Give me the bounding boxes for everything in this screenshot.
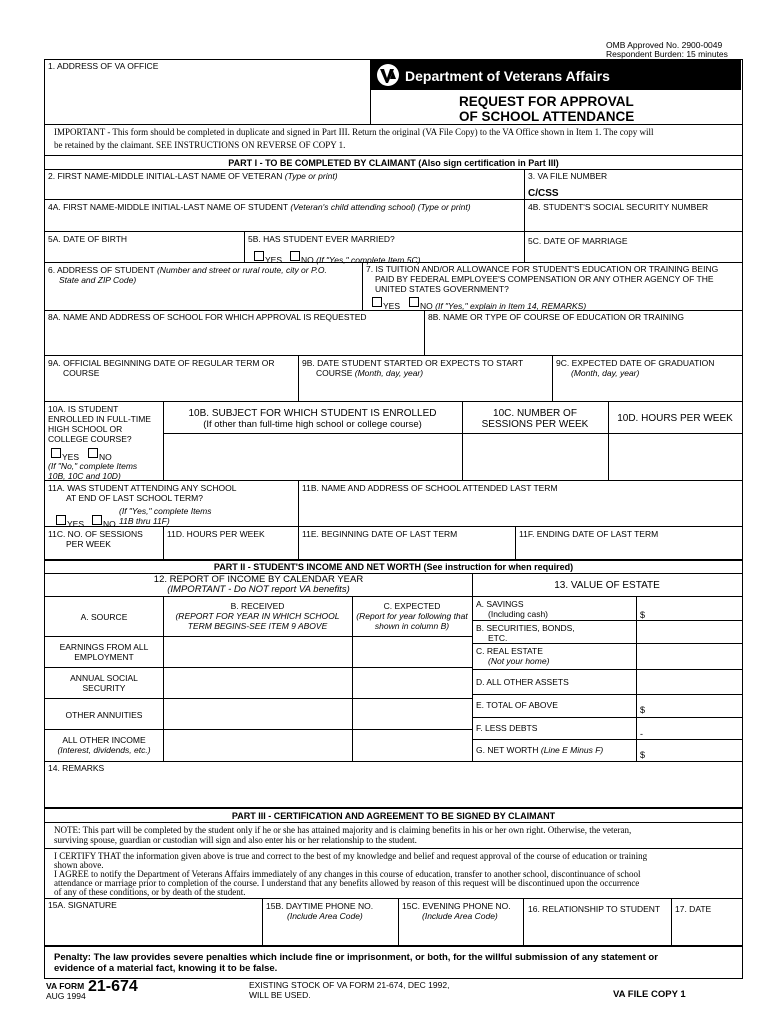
divider xyxy=(552,355,553,401)
divider xyxy=(45,480,742,481)
estate-savings-line2: (Including cash) xyxy=(488,609,549,619)
field-15c-label-line2: (Include Area Code) xyxy=(422,911,498,921)
col-expected-header-line3: shown in column B) xyxy=(374,621,450,631)
col-source-header: A. SOURCE xyxy=(80,612,128,622)
fulltime-yes-checkbox[interactable] xyxy=(51,448,61,458)
income-row-other-line2: (Interest, dividends, etc.) xyxy=(57,745,151,755)
field-3-label: 3. VA FILE NUMBER xyxy=(528,171,608,181)
total-input[interactable] xyxy=(648,695,740,716)
certification-line1: I CERTIFY THAT the information given above is true and correct to the best of my knowledge and belief and request approval of the course of education or training xyxy=(54,851,648,861)
divider xyxy=(45,262,742,263)
field-10a-label-line4: COLLEGE COURSE? xyxy=(48,434,132,444)
estate-savings-dollar: $ xyxy=(640,610,646,620)
estate-total-dollar: $ xyxy=(640,705,646,715)
veteran-name-input[interactable] xyxy=(46,181,522,199)
divider xyxy=(244,231,245,262)
field-10b-label-line1: 10B. SUBJECT FOR WHICH STUDENT IS ENROLLED xyxy=(188,408,437,419)
form-title-line1: REQUEST FOR APPROVAL xyxy=(459,94,634,109)
footer-copy-label: VA FILE COPY 1 xyxy=(613,989,686,1000)
footer-form-number: 21-674 xyxy=(88,978,138,995)
field-7-label-line3: UNITED STATES GOVERNMENT? xyxy=(375,284,509,294)
field-12-label: 12. REPORT OF INCOME BY CALENDAR YEAR xyxy=(153,574,364,585)
debts-input[interactable] xyxy=(648,718,740,738)
securities-input[interactable] xyxy=(638,621,740,642)
estate-other-assets: D. ALL OTHER ASSETS xyxy=(476,677,569,687)
field-16-label: 16. RELATIONSHIP TO STUDENT xyxy=(528,904,661,914)
divider xyxy=(45,169,742,170)
estate-real-estate-line1: C. REAL ESTATE xyxy=(476,646,543,656)
field-10b-label-line2: (If other than full-time high school or college course) xyxy=(203,419,422,430)
field-7-label-line1: 7. IS TUITION AND/OR ALLOWANCE FOR STUDENT'S EDUCATION OR TRAINING BEING xyxy=(366,264,719,274)
divider xyxy=(262,898,263,945)
estate-real-estate-line2: (Not your home) xyxy=(488,656,550,666)
field-9c-label-line2: (Month, day, year) xyxy=(571,368,640,378)
fulltime-no-checkbox[interactable] xyxy=(88,448,98,458)
field-13-label: 13. VALUE OF ESTATE xyxy=(554,580,660,591)
last-term-yes-checkbox[interactable] xyxy=(56,515,66,525)
tuition-no-checkbox[interactable] xyxy=(409,297,419,307)
col-expected-header-line2: (Report for year following that xyxy=(356,611,468,621)
field-10a-label-line3: HIGH SCHOOL OR xyxy=(48,424,123,434)
field-8b-label: 8B. NAME OR TYPE OF COURSE OF EDUCATION OR TRAINING xyxy=(428,312,684,322)
field-4a-label: 4A. FIRST NAME-MIDDLE INITIAL-LAST NAME OF STUDENT (Veteran's child attending school) (Type or print) xyxy=(48,202,471,212)
daytime-phone-input[interactable] xyxy=(264,922,396,944)
income-row-earnings-line1: EARNINGS FROM ALL xyxy=(59,642,149,652)
married-yes-label: YES xyxy=(265,255,283,265)
income-row-annuities: OTHER ANNUITIES xyxy=(65,710,143,720)
divider xyxy=(45,526,742,527)
divider xyxy=(298,526,299,559)
va-office-address-input[interactable] xyxy=(46,72,368,122)
income-row-social-security-line2: SECURITY xyxy=(82,683,126,693)
va-seal-icon xyxy=(375,63,401,87)
divider xyxy=(45,310,742,311)
annuities-received-input[interactable] xyxy=(164,699,351,728)
important-notice-line1: IMPORTANT - This form should be completed in duplicate and signed in Part III. Return the original (VA File Copy) to the VA Office shown in Item 1. The copy will xyxy=(54,127,654,137)
annuities-expected-input[interactable] xyxy=(353,699,471,728)
divider xyxy=(45,199,742,200)
social-security-expected-input[interactable] xyxy=(353,668,471,697)
field-6-note: State and ZIP Code) xyxy=(59,275,137,285)
va-file-number-value: C/CSS xyxy=(528,188,559,199)
remarks-input[interactable] xyxy=(46,774,740,806)
savings-input[interactable] xyxy=(648,599,740,619)
divider xyxy=(472,573,473,761)
field-15b-label-line1: 15B. DAYTIME PHONE NO. xyxy=(266,901,374,911)
divider xyxy=(45,848,742,849)
field-9b-label-line1: 9B. DATE STUDENT STARTED OR EXPECTS TO START xyxy=(302,358,524,368)
divider xyxy=(472,596,742,597)
field-12-note: (IMPORTANT - Do NOT report VA benefits) xyxy=(167,584,350,595)
field-9a-label-line2: COURSE xyxy=(63,368,100,378)
married-no-label: NO (If "Yes," complete Item 5C) xyxy=(301,255,421,265)
other-income-received-input[interactable] xyxy=(164,730,351,760)
divider xyxy=(45,596,472,597)
field-11a-label-line1: 11A. WAS STUDENT ATTENDING ANY SCHOOL xyxy=(48,483,237,493)
col-received-header-line2: (REPORT FOR YEAR IN WHICH SCHOOL xyxy=(175,611,340,621)
divider xyxy=(424,310,425,355)
field-5a-label: 5A. DATE OF BIRTH xyxy=(48,234,128,244)
divider xyxy=(163,526,164,559)
field-15a-label: 15A. SIGNATURE xyxy=(48,900,117,910)
certification-line4: attendance or marriage prior to completion of the course. I understand that any benefits allowed by reason of this request will be discontinued upon the occurrence xyxy=(54,878,640,888)
sessions-per-week-input[interactable] xyxy=(463,434,607,479)
tuition-yes-checkbox[interactable] xyxy=(372,297,382,307)
footer-va-form: VA FORM xyxy=(46,981,85,991)
school-name-address-input[interactable] xyxy=(46,323,422,354)
penalty-line1: Penalty: The law provides severe penalties which include fine or imprisonment, or both, for the willful submission of any statement or xyxy=(54,952,658,963)
divider xyxy=(45,559,742,561)
part3-title: PART III - CERTIFICATION AND AGREEMENT TO BE SIGNED BY CLAIMANT xyxy=(231,811,556,821)
income-row-other-line1: ALL OTHER INCOME xyxy=(62,735,146,745)
divider xyxy=(523,898,524,945)
part1-title: PART I - TO BE COMPLETED BY CLAIMANT (Also sign certification in Part III) xyxy=(228,158,559,168)
part3-note-line2: surviving spouse, guardian or custodian will sign and also enter his or her relationship to the student. xyxy=(54,835,417,845)
divider xyxy=(45,573,742,574)
married-no-checkbox[interactable] xyxy=(290,251,300,261)
evening-phone-input[interactable] xyxy=(400,922,521,944)
divider xyxy=(362,262,363,310)
divider xyxy=(515,526,516,559)
student-name-input[interactable] xyxy=(46,212,522,230)
divider xyxy=(45,401,742,402)
relationship-input[interactable] xyxy=(525,915,669,944)
field-10a-label-line2: ENROLLED IN FULL-TIME xyxy=(48,414,151,424)
last-term-yes-label: YES xyxy=(67,519,85,529)
student-ssn-input[interactable] xyxy=(526,212,740,230)
last-school-input[interactable] xyxy=(300,494,740,525)
field-5c-label: 5C. DATE OF MARRIAGE xyxy=(528,236,628,246)
field-1-label: 1. ADDRESS OF VA OFFICE xyxy=(48,61,159,71)
penalty-line2: evidence of a material fact, knowing it to be false. xyxy=(54,963,278,974)
field-11a-note-line2: 11B thru 11F) xyxy=(119,516,170,526)
social-security-received-input[interactable] xyxy=(164,668,351,697)
footer-date: AUG 1994 xyxy=(46,991,86,1001)
estate-net-worth-dollar: $ xyxy=(640,750,646,760)
divider xyxy=(398,898,399,945)
col-expected-header-line1: C. EXPECTED xyxy=(383,601,441,611)
tuition-yes-label: YES xyxy=(383,301,401,311)
field-11c-label-line2: PER WEEK xyxy=(66,539,111,549)
field-9c-label-line1: 9C. EXPECTED DATE OF GRADUATION xyxy=(556,358,715,368)
field-14-label: 14. REMARKS xyxy=(48,763,105,773)
field-11b-label: 11B. NAME AND ADDRESS OF SCHOOL ATTENDED LAST TERM xyxy=(302,483,558,493)
date-input[interactable] xyxy=(673,915,740,944)
earnings-received-input[interactable] xyxy=(164,637,351,666)
respondent-burden-text: Respondent Burden: 15 minutes xyxy=(606,49,728,59)
field-17-label: 17. DATE xyxy=(675,904,712,914)
divider xyxy=(298,355,299,401)
field-11c-label-line1: 11C. NO. OF SESSIONS xyxy=(48,529,143,539)
divider xyxy=(45,155,742,156)
field-9a-label-line1: 9A. OFFICIAL BEGINNING DATE OF REGULAR TERM OR xyxy=(48,358,275,368)
field-6-label: 6. ADDRESS OF STUDENT (Number and street or rural route, city or P.O. xyxy=(48,265,327,275)
agency-name: Department of Veterans Affairs xyxy=(405,68,610,84)
estate-less-debts: F. LESS DEBTS xyxy=(476,723,538,733)
estate-securities-line1: B. SECURITIES, BONDS, xyxy=(476,623,575,633)
real-estate-input[interactable] xyxy=(638,644,740,668)
part3-note-line1: NOTE: This part will be completed by the student only if he or she has attained majority and is claiming benefits in his or her own right. Otherwise, the veteran, xyxy=(54,825,632,835)
net-worth-input[interactable] xyxy=(648,740,740,760)
divider xyxy=(45,124,742,125)
omb-number: OMB Approved No. 2900-0049 xyxy=(606,40,723,50)
divider xyxy=(524,231,525,262)
fulltime-no-label: NO xyxy=(99,452,112,462)
field-9b-label-line2: COURSE (Month, day, year) xyxy=(316,368,424,378)
hours-per-week-input[interactable] xyxy=(609,434,741,479)
field-10c-label-line1: 10C. NUMBER OF xyxy=(493,408,577,419)
field-7-label-line2: PAID BY FEDERAL EMPLOYEE'S COMPENSATION OR ANY OTHER AGENCY OF THE xyxy=(375,274,714,284)
form-title-line2: OF SCHOOL ATTENDANCE xyxy=(459,109,635,124)
field-5b-label: 5B. HAS STUDENT EVER MARRIED? xyxy=(248,234,395,244)
field-10d-label: 10D. HOURS PER WEEK xyxy=(617,413,733,424)
fulltime-yes-label: YES xyxy=(62,452,80,462)
important-notice-line2: be retained by the claimant. SEE INSTRUCTIONS ON REVERSE OF COPY 1. xyxy=(54,140,346,150)
married-yes-checkbox[interactable] xyxy=(254,251,264,261)
income-row-social-security-line1: ANNUAL SOCIAL xyxy=(70,673,138,683)
income-row-earnings-line2: EMPLOYMENT xyxy=(74,652,134,662)
divider xyxy=(298,480,299,526)
signature-input[interactable] xyxy=(46,911,260,944)
tuition-no-label: NO (If "Yes," explain in Item 14, REMARKS) xyxy=(420,301,587,311)
field-15c-label-line1: 15C. EVENING PHONE NO. xyxy=(402,901,511,911)
divider xyxy=(524,169,525,231)
last-term-no-checkbox[interactable] xyxy=(92,515,102,525)
field-10a-label-line1: 10A. IS STUDENT xyxy=(48,404,119,414)
field-8a-label: 8A. NAME AND ADDRESS OF SCHOOL FOR WHICH APPROVAL IS REQUESTED xyxy=(48,312,367,322)
estate-savings-line1: A. SAVINGS xyxy=(476,599,524,609)
course-type-input[interactable] xyxy=(426,323,740,354)
divider xyxy=(45,355,742,356)
field-11e-label: 11E. BEGINNING DATE OF LAST TERM xyxy=(302,529,458,539)
divider xyxy=(45,898,742,899)
field-10a-note-line2: 10B, 10C and 10D) xyxy=(48,471,121,481)
part2-title: PART II - STUDENT'S INCOME AND NET WORTH (See instruction for when required) xyxy=(213,562,574,572)
field-15b-label-line2: (Include Area Code) xyxy=(287,911,363,921)
subject-input[interactable] xyxy=(164,434,461,479)
last-term-no-label: NO xyxy=(103,519,116,529)
field-10a-note-line1: (If "No," complete Items xyxy=(48,461,138,471)
earnings-expected-input[interactable] xyxy=(353,637,471,666)
divider xyxy=(45,807,742,809)
field-11a-label-line2: AT END OF LAST SCHOOL TERM? xyxy=(66,493,203,503)
divider xyxy=(671,898,672,945)
estate-total: E. TOTAL OF ABOVE xyxy=(476,700,558,710)
va-banner xyxy=(371,60,741,90)
certification-line3: I AGREE to notify the Department of Veterans Affairs immediately of any changes in this course of education, transfer to another school, discontinuance of school xyxy=(54,869,641,879)
divider xyxy=(45,945,742,947)
student-address-input[interactable] xyxy=(46,287,360,309)
field-2-label: 2. FIRST NAME-MIDDLE INITIAL-LAST NAME OF VETERAN (Type or print) xyxy=(48,171,338,181)
divider xyxy=(45,761,742,762)
other-income-expected-input[interactable] xyxy=(353,730,471,760)
col-received-header-line3: TERM BEGINS-SEE ITEM 9 ABOVE xyxy=(187,621,328,631)
certification-line5: of any of these conditions, or by death of the student. xyxy=(54,887,246,897)
field-11d-label: 11D. HOURS PER WEEK xyxy=(167,529,265,539)
estate-securities-line2: ETC. xyxy=(488,633,508,643)
other-assets-input[interactable] xyxy=(638,670,740,693)
footer-stock-line1: EXISTING STOCK OF VA FORM 21-674, DEC 1992, xyxy=(249,980,450,990)
estate-net-worth: G. NET WORTH (Line E Minus F) xyxy=(476,745,604,755)
divider xyxy=(45,231,742,232)
certification-line2: shown above. xyxy=(54,860,104,870)
field-11a-note-line1: (If "Yes," complete Items xyxy=(119,506,212,516)
field-11f-label: 11F. ENDING DATE OF LAST TERM xyxy=(519,529,659,539)
field-10c-label-line2: SESSIONS PER WEEK xyxy=(481,419,589,430)
estate-debts-dash: - xyxy=(640,729,643,739)
field-4b-label: 4B. STUDENT'S SOCIAL SECURITY NUMBER xyxy=(528,202,709,212)
col-received-header-line1: B. RECEIVED xyxy=(230,601,285,611)
divider xyxy=(45,822,742,823)
footer-stock-line2: WILL BE USED. xyxy=(249,990,311,1000)
